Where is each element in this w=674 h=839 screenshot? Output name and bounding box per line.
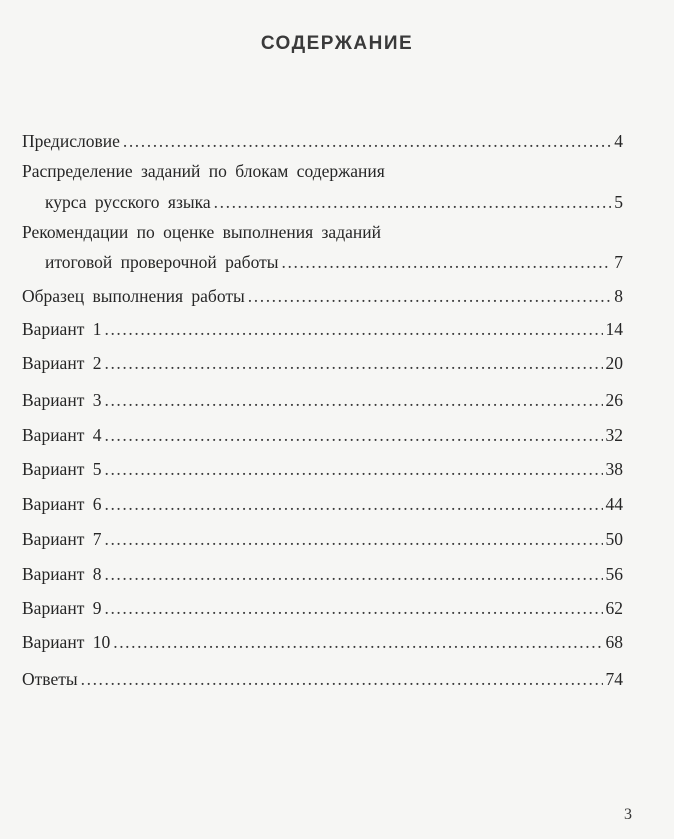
- toc-entry-title: Вариант 2: [22, 353, 102, 373]
- toc-entry-page: 38: [605, 459, 623, 479]
- toc-entry-title: Распределение заданий по блокам содержания: [22, 161, 385, 181]
- leader-dots: [123, 131, 611, 152]
- toc-entry-distribution-title[interactable]: [22, 161, 623, 185]
- toc-entry-answers[interactable]: [22, 669, 623, 693]
- toc-entry-page: 8: [614, 286, 623, 306]
- leader-dots: [113, 632, 602, 653]
- toc-entry-page: 7: [614, 252, 623, 272]
- toc-entry-title: Рекомендации по оценке выполнения заданий: [22, 222, 381, 242]
- toc-entry-title: Вариант 10: [22, 632, 111, 652]
- toc-entry-page: 32: [605, 425, 623, 445]
- toc-entry-title: Вариант 7: [22, 529, 102, 549]
- toc-entry-variant-5[interactable]: [22, 459, 623, 483]
- toc-entry-variant-10[interactable]: [22, 632, 623, 656]
- toc-entry-page: 14: [605, 319, 623, 339]
- toc-entry-title-continued: итоговой проверочной работы: [45, 252, 279, 272]
- toc-entry-title: Образец выполнения работы: [22, 286, 245, 306]
- toc-entry-page: 50: [605, 529, 623, 549]
- toc-entry-title: Ответы: [22, 669, 78, 689]
- page-number: 3: [624, 806, 632, 823]
- leader-dots: [248, 286, 611, 307]
- toc-entry-sample[interactable]: [22, 286, 623, 310]
- leader-dots: [104, 459, 602, 480]
- toc-entry-page: 20: [605, 353, 623, 373]
- leader-dots: [104, 319, 602, 340]
- leader-dots: [104, 390, 602, 411]
- leader-dots: [104, 425, 602, 446]
- toc-entry-page: 56: [605, 564, 623, 584]
- toc-entry-page: 62: [605, 598, 623, 618]
- leader-dots: [104, 529, 602, 550]
- toc-entry-page: 44: [605, 494, 623, 514]
- toc-entry-title: Вариант 4: [22, 425, 102, 445]
- toc-entry-title: Вариант 8: [22, 564, 102, 584]
- toc-entry-title: Вариант 1: [22, 319, 102, 339]
- leader-dots: [104, 494, 602, 515]
- toc-entry-recommendations-title[interactable]: [22, 222, 623, 246]
- toc-entry-variant-6[interactable]: [22, 494, 623, 518]
- toc-entry-title: Вариант 9: [22, 598, 102, 618]
- toc-entry-page: 5: [614, 192, 623, 212]
- toc-entry-variant-8[interactable]: [22, 564, 623, 588]
- toc-entry-preface[interactable]: [22, 131, 623, 155]
- toc-entry-title: Вариант 5: [22, 459, 102, 479]
- leader-dots: [214, 192, 612, 213]
- toc-entry-title: Вариант 3: [22, 390, 102, 410]
- toc-entry-variant-9[interactable]: [22, 598, 623, 622]
- toc-entry-page: 74: [605, 669, 623, 689]
- toc-entry-variant-3[interactable]: [22, 390, 623, 414]
- toc-entry-variant-1[interactable]: [22, 319, 623, 343]
- toc-entry-title: Предисловие: [22, 131, 120, 151]
- leader-dots: [104, 353, 602, 374]
- toc-entry-page: 4: [614, 131, 623, 151]
- toc-entry-variant-2[interactable]: [22, 353, 623, 377]
- leader-dots: [282, 252, 612, 273]
- toc-entry-variant-7[interactable]: [22, 529, 623, 553]
- toc-entry-title: Вариант 6: [22, 494, 102, 514]
- leader-dots: [104, 598, 602, 619]
- toc-entry-recommendations[interactable]: [45, 252, 623, 276]
- toc-entry-distribution[interactable]: [45, 192, 623, 216]
- toc-entry-page: 68: [605, 632, 623, 652]
- toc-entry-page: 26: [605, 390, 623, 410]
- page-title: СОДЕРЖАНИЕ: [260, 33, 414, 54]
- toc-entry-title-continued: курса русского языка: [45, 192, 211, 212]
- toc-entry-variant-4[interactable]: [22, 425, 623, 449]
- leader-dots: [104, 564, 602, 585]
- leader-dots: [81, 669, 603, 690]
